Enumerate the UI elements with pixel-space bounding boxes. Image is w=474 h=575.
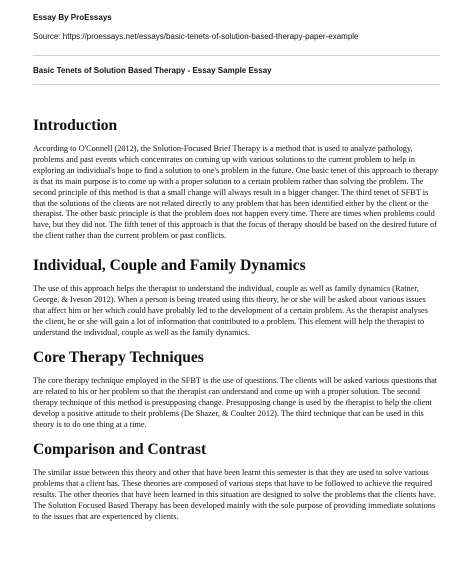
document-title: Basic Tenets of Solution Based Therapy - Essay Sample Essay	[33, 66, 272, 75]
section-body: The use of this approach helps the therapist to understand the individual, couple as well as family dynamics (Ratner, George, & Iveson 2012). When a person is being treated using this theory, he or she will be asked about various issues that affect him or her which could have probably led to the development of a certain problem. As the therapist analyses the client, he or she will gain a lot of information that contributed to a problem. This element will help the therapist to understand the individual, couple as well as the family dynamics.	[33, 284, 428, 337]
section-body: According to O'Connell (2012), the Solution-Focused Brief Therapy is a method that is used to analyze pathology, problems and past events which concentrates on coming up with various solutions to the current problem to help in exploring an individual's hope to find a solution to one's problem in the future. One basic tenet of this approach to therapy is that its main purpose is to come up with a proper solution to a certain problem rather than solving the problem. The second principle of this method is that a small change will always result in a bigger changer. The third tenet of SFBT is that the solutions of the clients are not related directly to any problem that has been identified either by the client or the therapist. The other basic principle is that the problem does not happen every time. There are times when problems could have, but they did not. The fifth tenet of this approach is that the focus of therapy should be based on the desired future of the client rather than the current problem or past conflicts.	[33, 144, 438, 241]
section-comparison	[33, 441, 440, 523]
divider	[33, 55, 440, 56]
source-url[interactable]: Source: https://proessays.net/essays/basic-tenets-of-solution-based-therapy-paper-example	[33, 32, 359, 41]
site-name: Essay By ProEssays	[33, 13, 112, 22]
source-block	[33, 0, 440, 42]
section-body: The similar issue between this theory and other that have been learnt this semester is that they are used to solve various problems that a client has. These theories are composed of various steps that have to be followed to achieve the required results. The other theories that have been learned in this situation are designed to solve the problems that the clients have. The Solution Focused Based Therapy has been developed mainly with the sole purpose of providing immediate solutions to the issues that are experienced by clients.	[33, 468, 437, 521]
section-heading: Comparison and Contrast	[33, 441, 207, 458]
section-techniques	[33, 349, 440, 431]
section-heading: Individual, Couple and Family Dynamics	[33, 257, 306, 274]
section-dynamics	[33, 257, 440, 339]
section-heading: Introduction	[33, 117, 118, 134]
section-introduction	[33, 117, 440, 242]
section-body: The core therapy technique employed in the SFBT is the use of questions. The clients will be asked various questions that are related to his or her problem so that the therapist can understand and come up with a proper solution. The second therapy technique of this method is presupposing change. Presupposing change is used by the therapist to help the client develop a positive attitude to their problems (De Shazer, & Coulter 2012). The third technique that can be used in this theory is to do one thing at a time.	[33, 376, 438, 429]
section-heading: Core Therapy Techniques	[33, 349, 204, 366]
divider	[33, 84, 440, 85]
